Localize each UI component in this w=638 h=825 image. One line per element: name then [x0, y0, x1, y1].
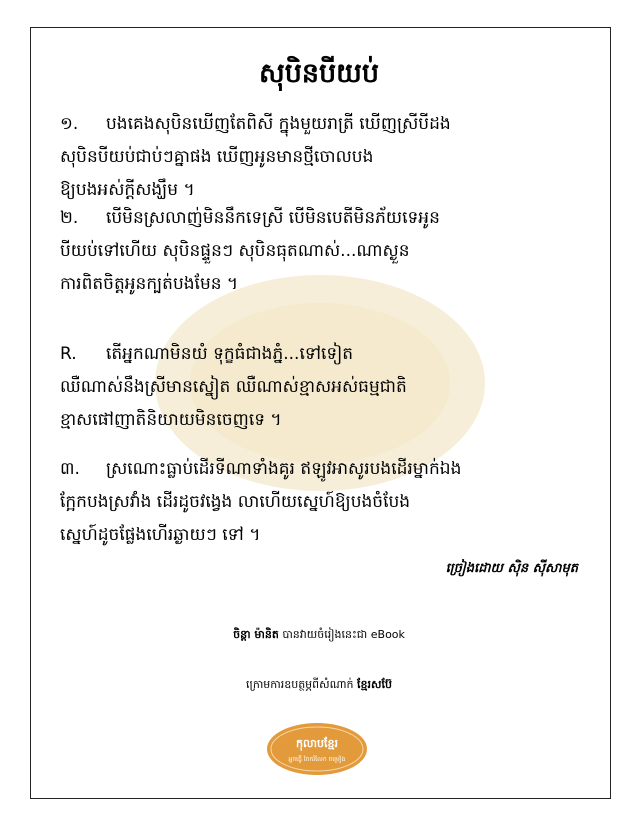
kolab-khmer-logo	[266, 722, 368, 776]
verse-line: សុបិនបីយប់ជាប់ៗគ្នាផង ឃើញអូនមានថ្មីចោលបង	[60, 147, 374, 167]
verse-1	[60, 108, 580, 207]
ebook-note: ចិន្តា ម៉ានិត បានវាយចំរៀងនេះជា eBook	[233, 628, 405, 641]
verse-number: ១.	[60, 114, 79, 134]
typist-name: ចិន្តា ម៉ានិត	[233, 628, 279, 641]
verse-line: ១. បងគេងសុបិនឃើញតែពិសី ក្នុងមួយរាត្រី ឃើញស្រីបីដង	[60, 108, 580, 141]
verse-3	[60, 453, 580, 552]
verse-line: ស្នេហ៍ដូចផ្លែងហើរឆ្ងាយៗ ទៅ ។	[60, 525, 261, 545]
sponsor-name: ខ្មែរសប៊ែ	[357, 678, 392, 691]
verse-number: ២.	[60, 208, 79, 228]
support-note: ក្រោមការឧបត្ថម្ភពីសំណាក់ ខ្មែរសប៊ែ	[246, 678, 392, 691]
verse-line: បីយប់ទៅហើយ សុបិនផ្ទួនៗ សុបិនធុតណាស់...ណាស្ងួន	[60, 241, 410, 261]
singer-credit: ច្រៀងដោយ ស៊ិន ស៊ីសាមុត	[445, 561, 578, 576]
verse-line: R. តើអ្នកណាមិនយំ ទុក្ខធំជាងភ្នំ...ទៅទៀត	[60, 338, 580, 371]
verse-line: ការពិតចិត្តអូនក្បត់បងមែន ។	[60, 274, 239, 294]
verse-line: ខ្មាសផៅញាតិនិយាយមិនចេញទេ ។	[60, 410, 282, 430]
verse-line: ក្អែកបងស្រវាំង ដើរដូចវង្វេង លាហើយស្នេហ៍ឱ្យបងចំបែង	[60, 492, 411, 512]
verse-number: ៣.	[60, 459, 80, 479]
verse-line: ៣. ស្រណោះធ្លាប់ដើរទីណាទាំងគូរ ឥឡូវអាសូរបងដើរម្នាក់ឯង	[60, 453, 580, 486]
verse-line: ២. បើមិនស្រលាញ់មិននឹកទេស្រី បើមិនបេតីមិនភ័យទេអូន	[60, 202, 580, 235]
verse-number: R.	[60, 344, 77, 364]
verse-refrain	[60, 338, 580, 437]
verse-line: ឈឺណាស់នឹងស្រីមានស្នៀត ឈឺណាស់ខ្មាសអស់ធម្មជាតិ	[60, 377, 407, 397]
logo-title: កុលាបខ្មែរ	[296, 737, 338, 750]
verse-2	[60, 202, 580, 301]
logo-subtitle: អ្នកធ្វើ ចែករំលែក ចម្រៀង	[288, 756, 346, 763]
verse-line: ឱ្យបងអស់ក្ដីសង្ឃឹម ។	[60, 180, 195, 200]
song-title: សុបិនបីយប់	[259, 58, 379, 89]
